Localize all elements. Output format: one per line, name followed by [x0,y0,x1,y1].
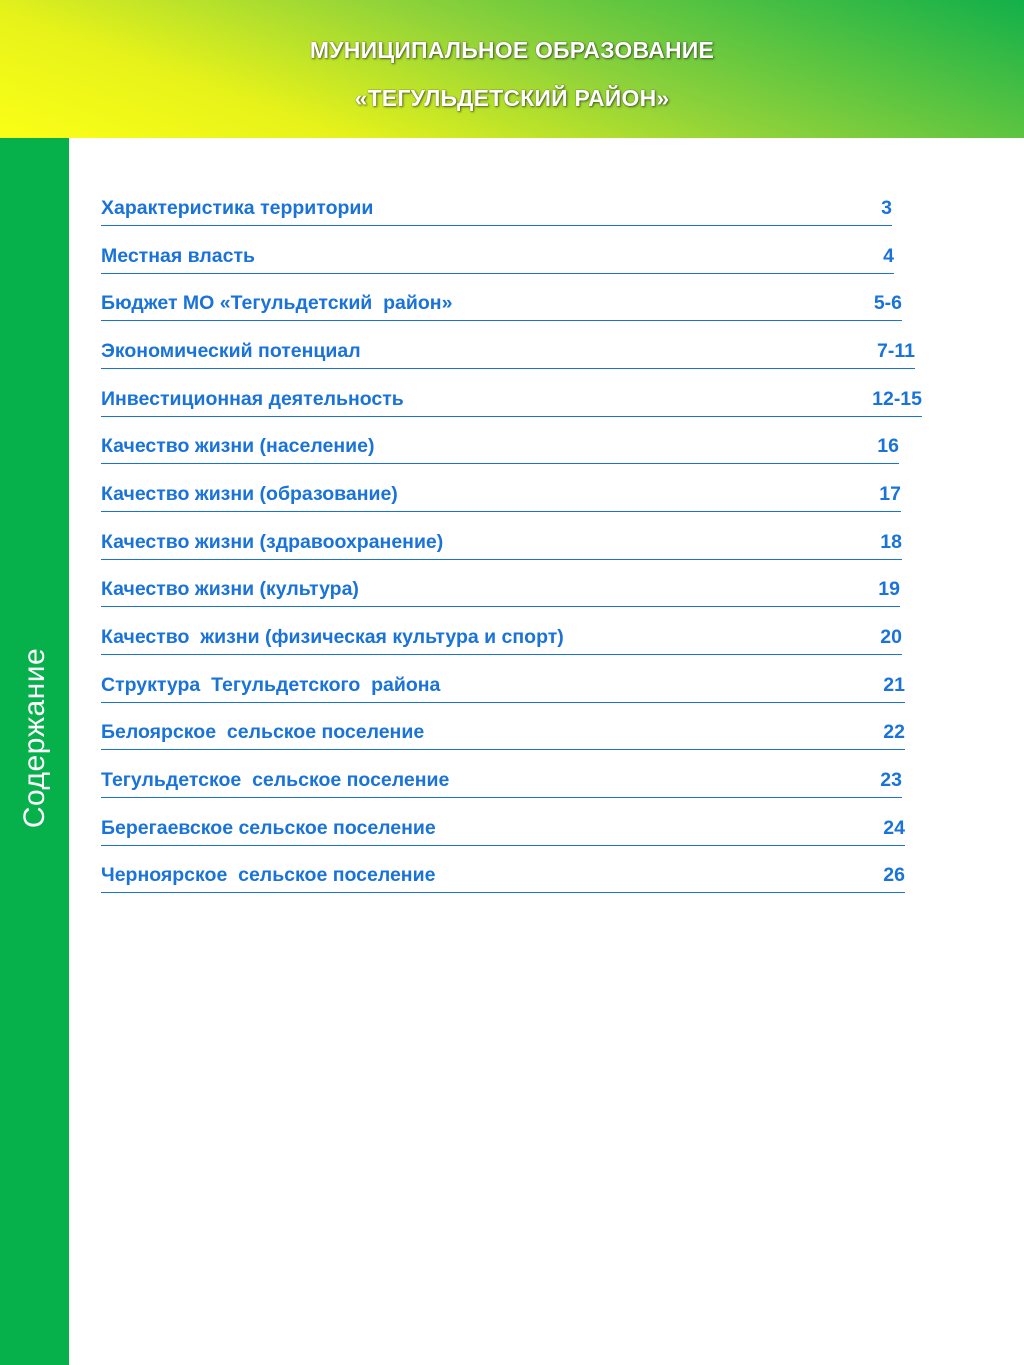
toc-item-label: Инвестиционная деятельность [101,388,404,410]
header-title-line-1: МУНИЦИПАЛЬНОЕ ОБРАЗОВАНИЕ [309,37,715,63]
toc-item-label: Местная власть [101,245,255,267]
toc-item-quality-education[interactable] [101,479,901,512]
toc-item-page: 24 [883,817,905,839]
toc-item-label: Характеристика территории [101,197,374,219]
toc-item-page: 17 [879,483,901,505]
toc-item-page: 26 [883,864,905,886]
toc-item-label: Качество жизни (физическая культура и спорт) [101,626,564,648]
toc-item-chernoyarskoe[interactable] [101,860,905,893]
toc-item-page: 18 [880,531,902,553]
toc-item-quality-culture[interactable] [101,574,900,607]
toc-item-label: Качество жизни (образование) [101,483,398,505]
header-banner [0,0,1024,138]
toc-item-page: 4 [883,245,894,267]
toc-item-territory[interactable] [101,193,892,226]
toc-item-district-structure[interactable] [101,670,905,703]
toc-item-page: 22 [883,721,905,743]
toc-item-economic-potential[interactable] [101,336,915,369]
toc-item-page: 3 [881,197,892,219]
toc-item-quality-population[interactable] [101,431,899,464]
toc-item-label: Экономический потенциал [101,340,361,362]
toc-item-page: 21 [883,674,905,696]
toc-item-investment[interactable] [101,384,922,417]
toc-item-label: Бюджет МО «Тегульдетский район» [101,292,453,314]
toc-item-teguldetskoe[interactable] [101,765,902,798]
toc-item-quality-sport[interactable] [101,622,902,655]
toc-item-quality-healthcare[interactable] [101,527,902,560]
sidebar-title: Содержание [18,647,51,829]
toc-item-budget[interactable] [101,288,902,321]
toc-item-label: Черноярское сельское поселение [101,864,436,886]
toc-item-label: Белоярское сельское поселение [101,721,425,743]
toc-item-page: 7-11 [877,340,915,362]
toc-item-label: Берегаевское сельское поселение [101,817,436,839]
toc-item-beregaevskoe[interactable] [101,813,905,846]
toc-item-page: 23 [880,769,902,791]
toc-item-page: 16 [877,435,899,457]
toc-item-beloyarskoe[interactable] [101,717,905,750]
header-title-line-2: «ТЕГУЛЬДЕТСКИЙ РАЙОН» [354,85,670,111]
toc-item-page: 5-6 [873,292,902,314]
toc-item-page: 19 [878,578,900,600]
toc-item-label: Структура Тегульдетского района [101,674,441,696]
toc-item-page: 20 [880,626,902,648]
toc-item-label: Качество жизни (здравоохранение) [101,531,444,553]
toc-item-label: Качество жизни (культура) [101,578,359,600]
toc-item-label: Качество жизни (население) [101,435,375,457]
toc-item-page: 12-15 [872,388,922,410]
toc-item-local-government[interactable] [101,241,894,274]
toc-item-label: Тегульдетское сельское поселение [101,769,450,791]
